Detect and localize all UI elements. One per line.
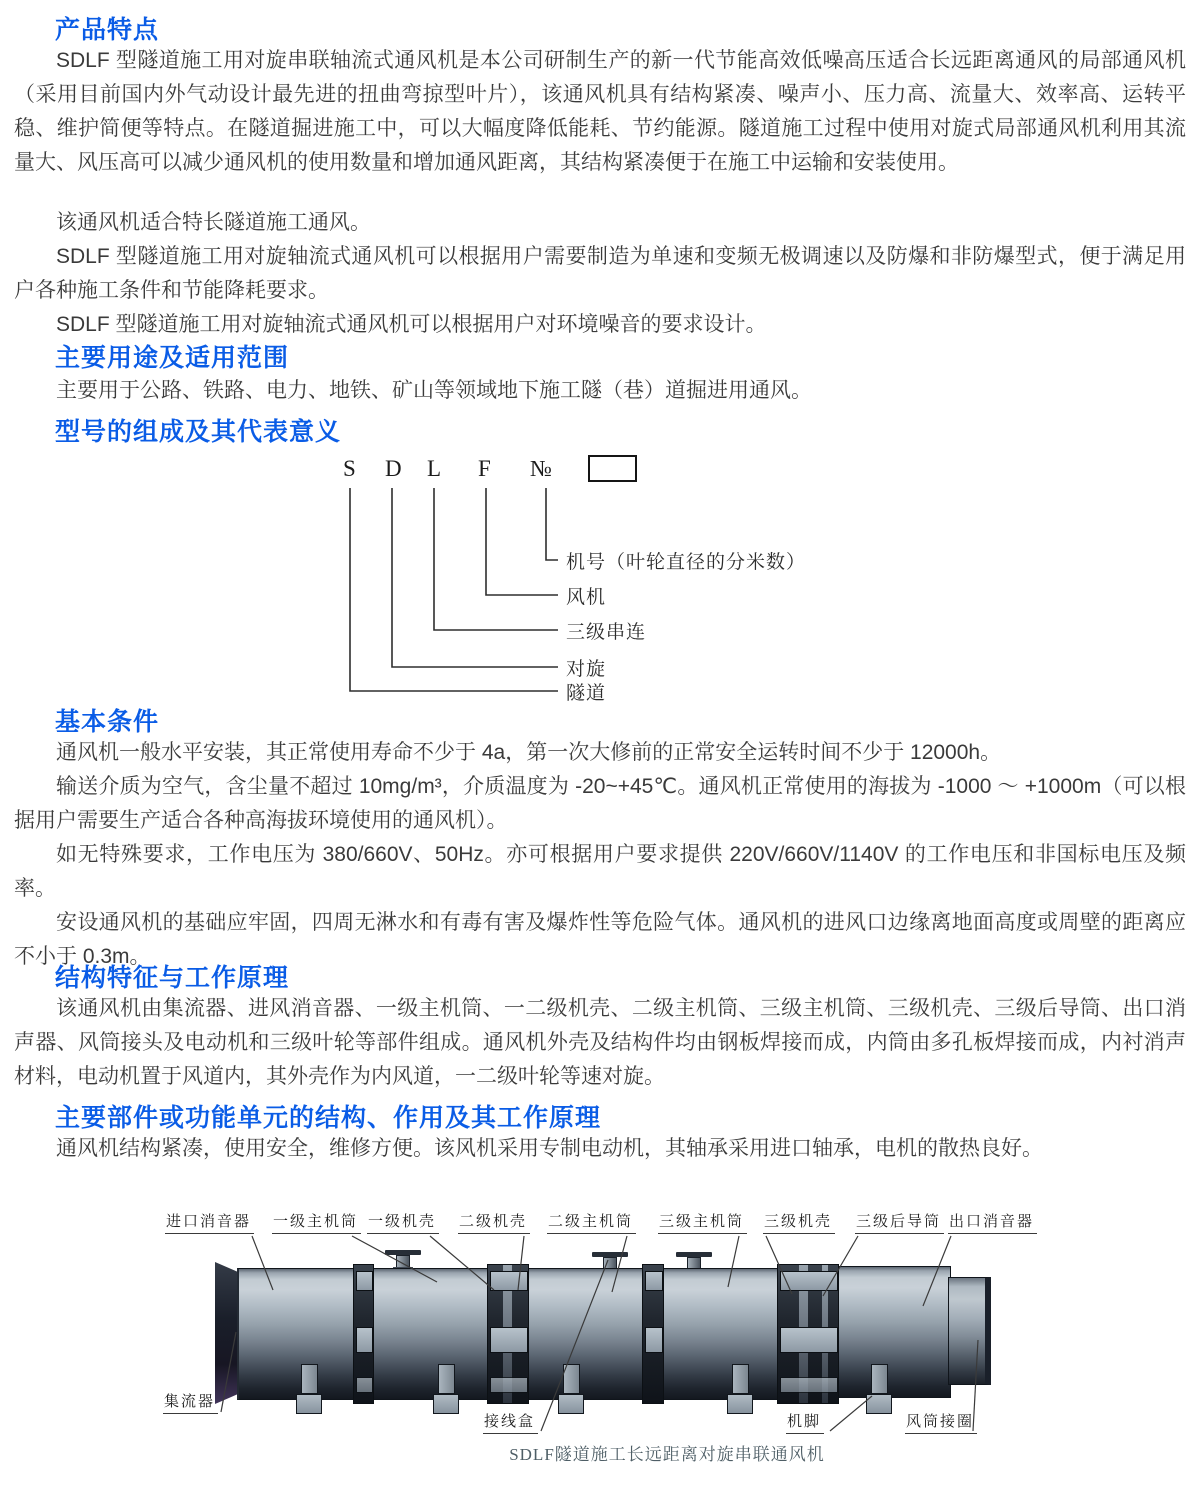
section-heading-structure-principle: 结构特征与工作原理 bbox=[55, 964, 290, 992]
paragraph: 安设通风机的基础应牢固，四周无淋水和有毒有害及爆炸性等危险气体。通风机的进风口边缘离地面高度或周壁的距离应不小于 0.3m。 bbox=[14, 911, 1186, 968]
section-heading-main-uses: 主要用途及适用范围 bbox=[55, 344, 290, 372]
model-label-fan: 风机 bbox=[566, 587, 607, 608]
model-letter-s: S bbox=[343, 456, 356, 481]
part-label-stage3-guide-tube: 三级后导筒 bbox=[855, 1210, 944, 1234]
part-label-machine-foot: 机脚 bbox=[786, 1410, 824, 1434]
part-label-stage2-main-tube: 二级主机筒 bbox=[547, 1210, 636, 1234]
part-label-outlet-silencer: 出口消音器 bbox=[948, 1210, 1037, 1234]
paragraph: 通风机结构紧凑，使用安全，维修方便。该风机采用专制电动机，其轴承采用进口轴承，电机的散热良好。 bbox=[56, 1137, 1043, 1160]
part-label-collector: 集流器 bbox=[163, 1390, 218, 1414]
part-label-duct-ring: 风筒接圈 bbox=[905, 1410, 977, 1434]
part-label-stage3-main-tube: 三级主机筒 bbox=[658, 1210, 747, 1234]
model-number-box bbox=[588, 455, 637, 482]
part-label-stage3-casing: 三级机壳 bbox=[763, 1210, 835, 1234]
part-label-stage1-main-tube: 一级主机筒 bbox=[272, 1210, 361, 1234]
section-heading-product-features: 产品特点 bbox=[55, 16, 160, 44]
paragraph: SDLF 型隧道施工用对旋串联轴流式通风机是本公司研制生产的新一代节能高效低噪高压适合长远距离通风的局部通风机（采用目前国内外气动设计最先进的扭曲弯掠型叶片），该通风机具有结构紧凑、噪声小、压力高、流量大、效率高、运转平稳、维护简便等特点。在隧道掘进施工中，可以大幅度降低能耗、节约能源。隧道施工过程中使用对旋式局部通风机利用其流量大、风压高可以减少通风机的使用数量和增加通风距离，其结构紧凑便于在施工中运输和安装使用。 bbox=[14, 49, 1186, 174]
model-composition-diagram bbox=[0, 450, 1200, 705]
paragraph: 该通风机由集流器、进风消音器、一级主机筒、一二级机壳、二级主机筒、三级主机筒、三级机壳、三级后导筒、出口消声器、风筒接头及电动机和三级叶轮等部件组成。通风机外壳及结构件均由钢板焊接而成，内筒由多孔板焊接而成，内衬消声材料，电动机置于风道内，其外壳作为内风道，一二级叶轮等速对旋。 bbox=[14, 997, 1186, 1088]
model-letter-no: № bbox=[530, 456, 552, 481]
paragraph: SDLF 型隧道施工用对旋轴流式通风机可以根据用户需要制造为单速和变频无极调速以及防爆和非防爆型式，便于满足用户各种施工条件和节能降耗要求。 bbox=[14, 245, 1186, 302]
model-label-three-stage: 三级串连 bbox=[566, 622, 647, 643]
part-label-junction-box: 接线盒 bbox=[483, 1410, 538, 1434]
section-heading-basic-conditions: 基本条件 bbox=[55, 708, 160, 736]
part-label-stage1-casing: 一级机壳 bbox=[367, 1210, 439, 1234]
model-label-contra-rotating: 对旋 bbox=[566, 659, 607, 680]
drawing-caption: SDLF隧道施工长远距离对旋串联通风机 bbox=[509, 1445, 825, 1464]
model-letter-f: F bbox=[478, 456, 491, 481]
paragraph: 主要用于公路、铁路、电力、地铁、矿山等领域地下施工隧（巷）道掘进用通风。 bbox=[56, 379, 812, 402]
model-letter-l: L bbox=[427, 456, 442, 481]
part-label-stage2-casing: 二级机壳 bbox=[458, 1210, 530, 1234]
section-heading-main-parts: 主要部件或功能单元的结构、作用及其工作原理 bbox=[55, 1104, 602, 1132]
paragraph: 如无特殊要求，工作电压为 380/660V、50Hz。亦可根据用户要求提供 220V/660V/1140V 的工作电压和非国标电压及频率。 bbox=[14, 843, 1186, 900]
model-label-machine-number: 机号（叶轮直径的分米数） bbox=[566, 552, 807, 573]
model-label-tunnel: 隧道 bbox=[566, 683, 607, 704]
paragraph: SDLF 型隧道施工用对旋轴流式通风机可以根据用户对环境噪音的要求设计。 bbox=[56, 313, 767, 336]
part-label-inlet-silencer: 进口消音器 bbox=[165, 1210, 254, 1234]
paragraph: 通风机一般水平安装，其正常使用寿命不少于 4a，第一次大修前的正常安全运转时间不少于 12000h。 bbox=[56, 741, 1002, 764]
paragraph: 该通风机适合特长隧道施工通风。 bbox=[56, 211, 371, 234]
model-letter-d: D bbox=[385, 456, 402, 481]
fan-technical-drawing bbox=[0, 1190, 1200, 1510]
paragraph: 输送介质为空气，含尘量不超过 10mg/m³，介质温度为 -20~+45℃。通风机正常使用的海拔为 -1000 ～ +1000m（可以根据用户需要生产适合各种高海拔环境使用的通风机）。 bbox=[14, 775, 1186, 832]
section-heading-model-composition: 型号的组成及其代表意义 bbox=[55, 418, 342, 446]
